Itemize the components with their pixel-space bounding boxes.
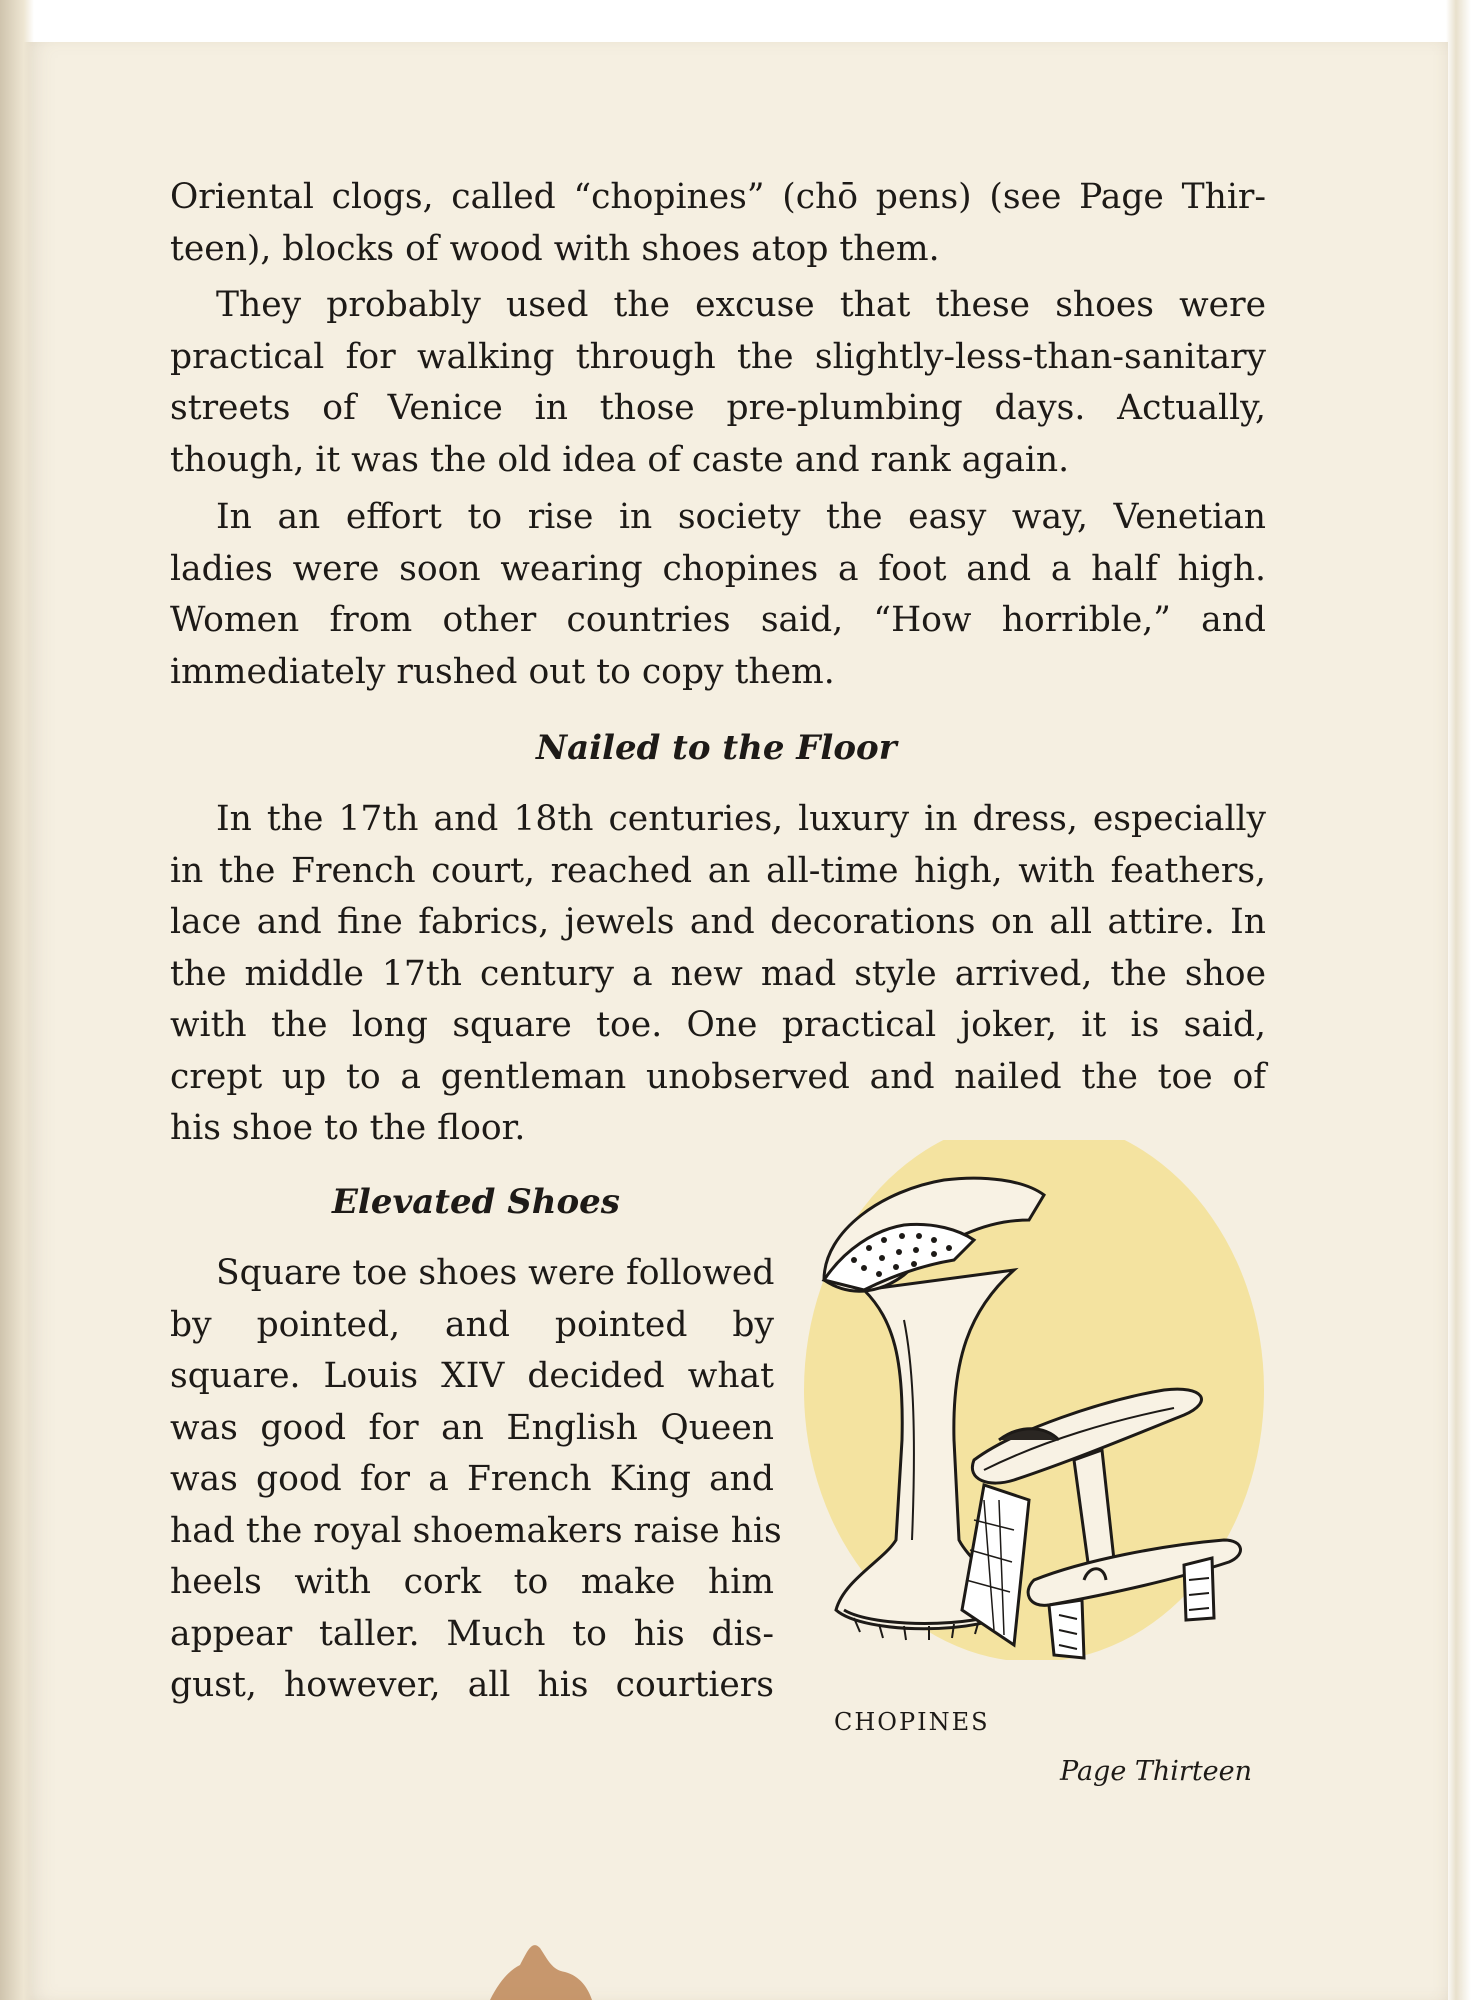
- paragraph-4: [170, 794, 1266, 1155]
- text-line: streets of Venice in those pre-plumbing days. Actually,: [170, 388, 1266, 428]
- text-line: They probably used the excuse that these shoes were: [216, 285, 1266, 325]
- text-line: was good for an English Queen: [170, 1407, 774, 1448]
- text-line: the middle 17th century a new mad style arrived, the shoe: [170, 953, 1266, 994]
- text-line: In an effort to rise in society the easy way, Venetian: [216, 497, 1266, 537]
- section-heading-elevated: Elevated Shoes: [332, 1182, 620, 1222]
- chopines-illustration: [784, 1140, 1264, 1660]
- text-line: In the 17th and 18th centuries, luxury in dress, especially: [216, 799, 1266, 839]
- text-line: lace and fine fabrics, jewels and decorations on all attire. In: [170, 902, 1266, 942]
- paragraph-2: [170, 280, 1266, 486]
- text-line: had the royal shoemakers raise his: [170, 1510, 782, 1551]
- text-line: Square toe shoes were followed: [216, 1253, 775, 1293]
- text-line: was good for a French King and: [170, 1459, 774, 1499]
- page-number: Page Thirteen: [1060, 1756, 1253, 1787]
- text-line: ladies were soon wearing chopines a foot and a half high.: [170, 548, 1266, 589]
- text-line: with the long square toe. One practical joker, it is said,: [170, 1005, 1266, 1045]
- text-line: immediately rushed out to copy them.: [170, 651, 835, 692]
- text-line: gust, however, all his courtiers: [170, 1665, 774, 1705]
- text-line: practical for walking through the slightly-less-than-sanitary: [170, 336, 1266, 377]
- illustration-caption: CHOPINES: [834, 1708, 990, 1736]
- text-line: heels with cork to make him: [170, 1562, 774, 1602]
- text-line: his shoe to the floor.: [170, 1108, 526, 1148]
- book-spine-shadow: [0, 0, 34, 2000]
- text-line: Women from other countries said, “How horrible,” and: [170, 600, 1266, 640]
- text-line: Oriental clogs, called “chopines” (chō pens) (see Page Thir-: [170, 177, 1266, 217]
- text-line: by pointed, and pointed by: [170, 1304, 774, 1345]
- paragraph-3: [170, 492, 1266, 698]
- text-line: in the French court, reached an all-time high, with feathers,: [170, 850, 1266, 891]
- text-line: crept up to a gentleman unobserved and nailed the toe of: [170, 1056, 1266, 1097]
- page-edge: [1446, 0, 1471, 2000]
- text-line: though, it was the old idea of caste and rank again.: [170, 439, 1070, 480]
- paragraph-1: [170, 172, 1266, 275]
- text-line: teen), blocks of wood with shoes atop them.: [170, 228, 940, 269]
- text-line: appear taller. Much to his dis-: [170, 1613, 774, 1654]
- paragraph-5: [170, 1248, 782, 1712]
- section-heading-nailed: Nailed to the Floor: [536, 728, 897, 768]
- text-line: square. Louis XIV decided what: [170, 1356, 774, 1396]
- paper-stain: [470, 1910, 610, 2000]
